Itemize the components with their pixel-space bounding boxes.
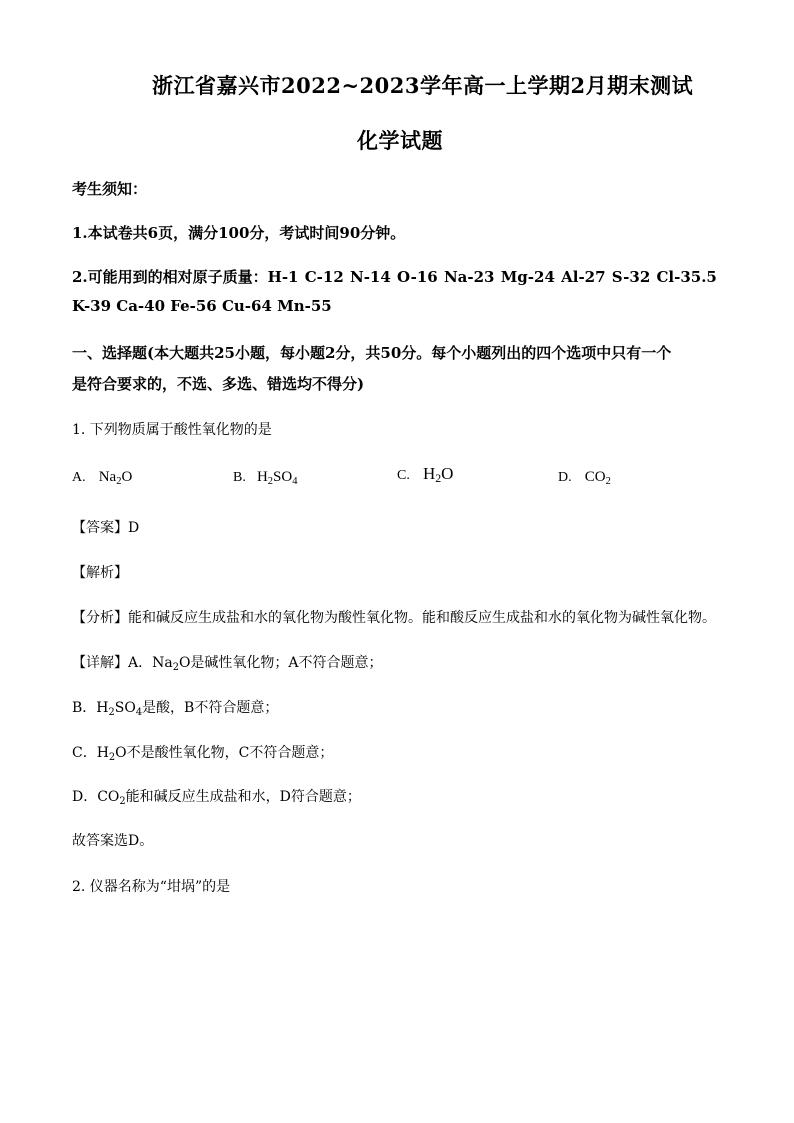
answer-value: D bbox=[128, 520, 140, 536]
formula-h2o: $H_2O$ bbox=[422, 464, 454, 485]
answer-label: 【答案】 bbox=[72, 520, 128, 536]
detail-line-a: 【详解】A．$Na_2O$是碱性氧化物；A不符合题意； bbox=[72, 655, 383, 673]
question-1-option-b: B. $H_2SO_4$ bbox=[233, 469, 298, 487]
analysis-label: 【解析】 bbox=[72, 565, 128, 581]
notice-item-1: 1.本试卷共6页，满分100分，考试时间90分钟。 bbox=[72, 224, 406, 242]
question-1-stem: 1. 下列物质属于酸性氧化物的是 bbox=[72, 422, 272, 438]
detail-line-c: C．$H_2O$不是酸性氧化物，C不符合题意； bbox=[72, 745, 334, 763]
question-2-stem: 2. 仪器名称为“坩埚”的是 bbox=[72, 879, 231, 895]
conclusion-line: 故答案选D。 bbox=[72, 833, 154, 849]
section-1-heading-line-1: 一、选择题(本大题共25小题，每小题2分，共50分。每个小题列出的四个选项中只有一个 bbox=[72, 344, 672, 362]
page-subtitle: 化学试题 bbox=[357, 128, 443, 153]
page-title: 浙江省嘉兴市2022~2023学年高一上学期2月期末测试 bbox=[152, 73, 694, 98]
answer-line bbox=[72, 517, 139, 537]
analysis-fenxi: 【分析】能和碱反应生成盐和水的氧化物为酸性氧化物。能和酸反应生成盐和水的氧化物为碱性氧化物。 bbox=[72, 610, 716, 626]
detail-line-d: D．$CO_2$能和碱反应生成盐和水，D符合题意； bbox=[72, 789, 361, 807]
notice-item-2-line-2: K-39 Ca-40 Fe-56 Cu-64 Mn-55 bbox=[72, 297, 332, 315]
formula-h2so4: $H_2SO_4$ bbox=[256, 469, 298, 487]
question-1-option-a: A. $Na_2O$ bbox=[72, 469, 133, 487]
formula-co2: $CO_2$ bbox=[584, 469, 611, 487]
formula-na2o: $Na_2O$ bbox=[98, 469, 133, 487]
notice-item-2-line-1: 2.可能用到的相对原子质量：H-1 C-12 N-14 O-16 Na-23 Mg-24 Al-27 S-32 Cl-35.5 bbox=[72, 268, 717, 286]
question-1-option-d: D. $CO_2$ bbox=[558, 469, 611, 487]
notice-heading: 考生须知： bbox=[72, 180, 148, 198]
question-1-option-c: C. $H_2O$ bbox=[397, 464, 454, 485]
section-1-heading-line-2: 是符合要求的，不选、多选、错选均不得分) bbox=[72, 375, 365, 393]
detail-line-b: B．$H_2SO_4$是酸，B不符合题意； bbox=[72, 700, 279, 718]
